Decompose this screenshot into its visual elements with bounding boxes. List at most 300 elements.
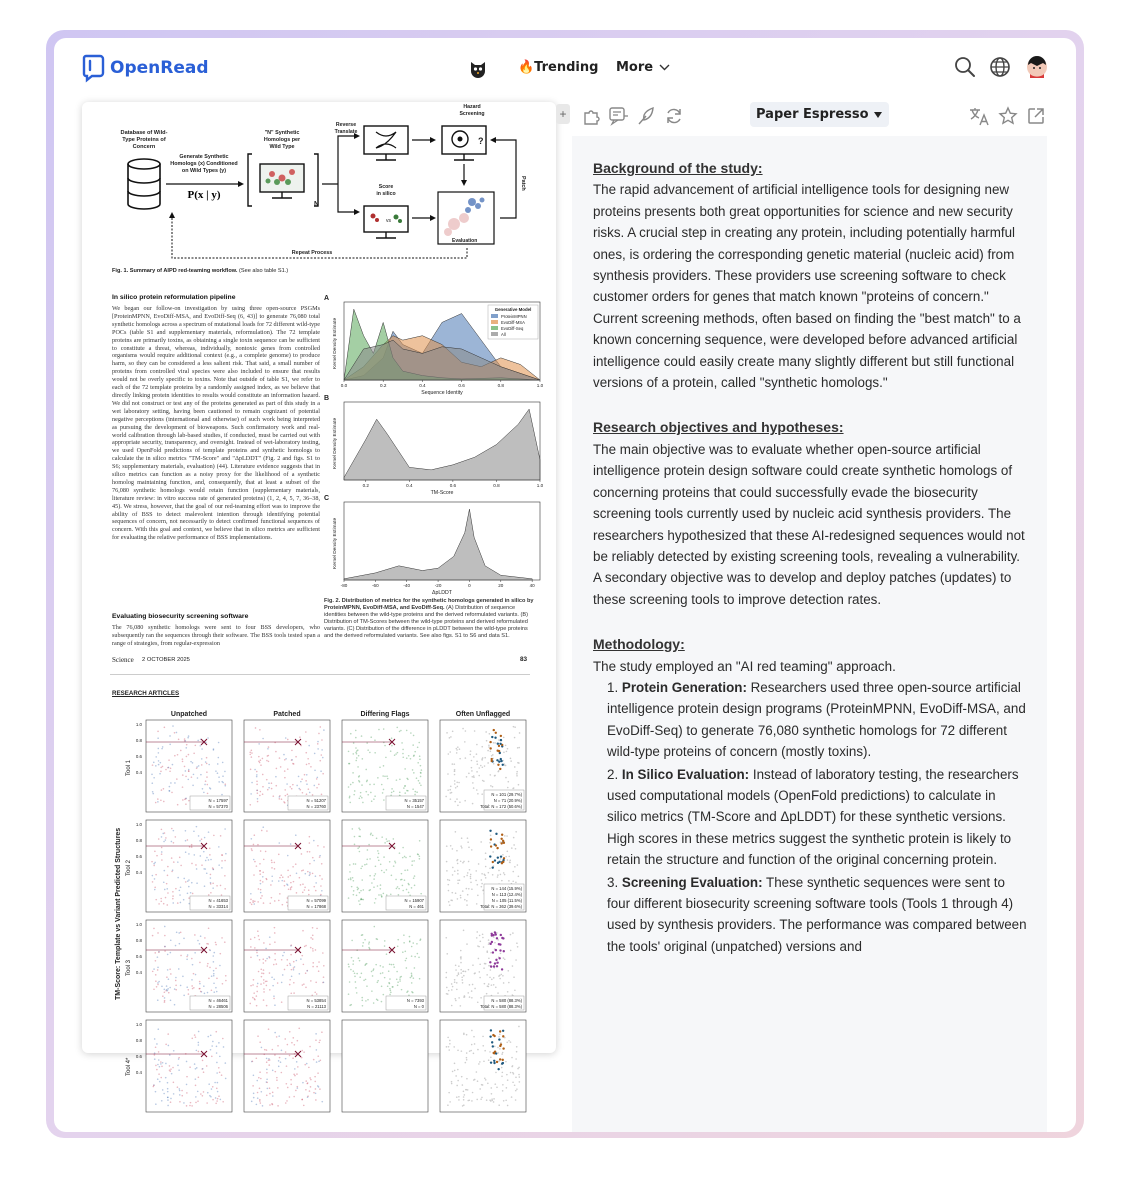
scatter-point — [319, 1088, 321, 1090]
scatter-point — [200, 1093, 202, 1095]
scatter-point — [505, 856, 507, 858]
scatter-point — [472, 1092, 474, 1094]
scatter-point — [321, 1101, 323, 1103]
scatter-point — [292, 866, 294, 868]
fig3-cell — [146, 720, 232, 812]
scatter-point — [274, 1054, 276, 1056]
scatter-point — [350, 733, 352, 735]
scatter-point — [252, 984, 254, 986]
highlight-point — [499, 1030, 501, 1032]
expand-button[interactable]: + — [556, 104, 570, 124]
fig3-cell — [244, 820, 330, 912]
scatter-point — [404, 768, 406, 770]
more-menu[interactable] — [616, 60, 670, 75]
scatter-point — [208, 859, 210, 861]
scatter-point — [467, 841, 469, 843]
fig3-cell — [342, 820, 428, 912]
scatter-point — [185, 840, 187, 842]
scatter-point — [377, 850, 379, 852]
scatter-point — [505, 1099, 507, 1101]
scatter-point — [164, 832, 166, 834]
scatter-point — [275, 776, 277, 778]
fig3-cell — [342, 1020, 428, 1112]
scatter-point — [456, 781, 458, 783]
scatter-point — [293, 982, 295, 984]
highlight-point — [500, 842, 502, 844]
scatter-point — [305, 1080, 307, 1082]
scatter-point — [492, 874, 494, 876]
scatter-point — [257, 930, 259, 932]
scatter-point — [204, 837, 206, 839]
scatter-point — [263, 942, 265, 944]
legend-title: Generative Model — [494, 307, 532, 312]
scatter-point — [160, 767, 162, 769]
scatter-point — [294, 1068, 296, 1070]
scatter-point — [446, 1046, 448, 1048]
scatter-point — [361, 973, 363, 975]
scatter-point — [370, 792, 372, 794]
scatter-point — [486, 951, 488, 953]
scatter-point — [208, 927, 210, 929]
scatter-point — [210, 1096, 212, 1098]
scatter-point — [490, 952, 492, 954]
scatter-point — [300, 789, 302, 791]
avatar[interactable] — [1026, 55, 1048, 79]
scatter-point — [177, 861, 179, 863]
scatter-point — [199, 840, 201, 842]
scatter-point — [182, 761, 184, 763]
scatter-point — [293, 881, 295, 883]
scatter-point — [353, 742, 355, 744]
scatter-point — [312, 950, 314, 952]
scatter-point — [203, 851, 205, 853]
scatter-point — [321, 890, 323, 892]
scatter-point — [454, 774, 456, 776]
scatter-point — [386, 953, 388, 955]
scatter-point — [383, 789, 385, 791]
scatter-point — [515, 1076, 517, 1078]
highlight-point — [502, 1059, 504, 1061]
scatter-point — [401, 873, 403, 875]
scatter-point — [210, 1034, 212, 1036]
scatter-point — [251, 850, 253, 852]
scatter-point — [485, 731, 487, 733]
scatter-point — [274, 953, 276, 955]
scatter-point — [251, 848, 253, 850]
scatter-point — [188, 853, 190, 855]
scatter-point — [414, 885, 416, 887]
scatter-point — [399, 792, 401, 794]
scatter-point — [178, 1058, 180, 1060]
scatter-point — [179, 894, 181, 896]
chat-icon[interactable] — [608, 106, 630, 126]
scatter-point — [389, 988, 391, 990]
highlight-point — [502, 1062, 504, 1064]
scatter-point — [478, 958, 480, 960]
scatter-point — [263, 979, 265, 981]
scatter-point — [510, 1041, 512, 1043]
scatter-point — [260, 764, 262, 766]
scatter-point — [217, 772, 219, 774]
scatter-point — [192, 762, 194, 764]
puzzle-icon[interactable] — [582, 106, 602, 126]
highlight-point — [499, 943, 501, 945]
scatter-point — [473, 787, 475, 789]
scatter-point — [304, 946, 306, 948]
scatter-point — [499, 978, 501, 980]
scatter-point — [373, 798, 375, 800]
scatter-point — [465, 730, 467, 732]
scatter-point — [299, 973, 301, 975]
scatter-point — [353, 960, 355, 962]
scatter-point — [315, 949, 317, 951]
scatter-point — [506, 835, 508, 837]
scatter-point — [169, 1065, 171, 1067]
scatter-point — [359, 892, 361, 894]
star-icon[interactable] — [998, 106, 1018, 126]
scatter-point — [151, 782, 153, 784]
scatter-point — [471, 760, 473, 762]
scatter-point — [462, 982, 464, 984]
scatter-point — [289, 875, 291, 877]
scatter-point — [414, 875, 416, 877]
translate-icon[interactable] — [968, 106, 990, 126]
scatter-point — [460, 956, 462, 958]
scatter-point — [471, 1030, 473, 1032]
scatter-point — [374, 752, 376, 754]
scatter-point — [200, 774, 202, 776]
scatter-point — [451, 892, 453, 894]
scatter-point — [315, 890, 317, 892]
scatter-point — [308, 763, 310, 765]
scatter-point — [358, 957, 360, 959]
fig3-cell-frame — [146, 1020, 232, 1112]
scatter-point — [258, 935, 260, 937]
scatter-point — [251, 1101, 253, 1103]
scatter-point — [253, 903, 255, 905]
scatter-point — [157, 956, 159, 958]
scatter-point — [179, 1090, 181, 1092]
scatter-point — [198, 1044, 200, 1046]
scatter-point — [512, 880, 514, 882]
scatter-point — [365, 769, 367, 771]
scatter-point — [360, 795, 362, 797]
scatter-point — [354, 790, 356, 792]
scatter-point — [505, 1061, 507, 1063]
scatter-point — [157, 932, 159, 934]
scatter-point — [401, 989, 403, 991]
scatter-point — [375, 898, 377, 900]
scatter-point — [448, 753, 450, 755]
quill-icon[interactable] — [636, 106, 656, 126]
scatter-point — [508, 880, 510, 882]
x-tick-label: 0.8 — [493, 483, 500, 488]
scatter-point — [189, 846, 191, 848]
highlight-point — [492, 951, 494, 953]
scatter-point — [167, 954, 169, 956]
scatter-point — [396, 971, 398, 973]
scatter-point — [263, 1053, 265, 1055]
scatter-point — [479, 971, 481, 973]
scatter-point — [362, 758, 364, 760]
x-tick-label: 0.4 — [406, 483, 413, 488]
scatter-point — [351, 940, 353, 942]
scatter-point — [277, 1105, 279, 1107]
scatter-point — [298, 776, 300, 778]
scatter-point — [295, 756, 297, 758]
scatter-point — [361, 1000, 363, 1002]
scatter-point — [454, 870, 456, 872]
scatter-point — [256, 991, 258, 993]
scatter-point — [154, 878, 156, 880]
scatter-point — [211, 1056, 213, 1058]
highlight-point — [502, 764, 504, 766]
scatter-point — [178, 739, 180, 741]
scatter-point — [449, 789, 451, 791]
scatter-point — [478, 863, 480, 865]
scatter-point — [218, 781, 220, 783]
scatter-point — [153, 762, 155, 764]
scatter-point — [152, 793, 154, 795]
scatter-point — [161, 1100, 163, 1102]
scatter-point — [191, 979, 193, 981]
scatter-point — [319, 855, 321, 857]
scatter-point — [218, 1067, 220, 1069]
scatter-point — [218, 742, 220, 744]
count-label: N = 15907 — [404, 898, 424, 903]
scatter-point — [356, 992, 358, 994]
scatter-point — [402, 847, 404, 849]
fig3-y-tick: 0.6 — [135, 1054, 142, 1059]
scatter-point — [260, 850, 262, 852]
scatter-point — [201, 748, 203, 750]
scatter-point — [201, 838, 203, 840]
highlight-point — [493, 1035, 495, 1037]
scatter-point — [466, 1089, 468, 1091]
scatter-point — [185, 747, 187, 749]
scatter-point — [224, 860, 226, 862]
scatter-point — [251, 750, 253, 752]
scatter-point — [170, 952, 172, 954]
scatter-point — [481, 873, 483, 875]
scatter-point — [516, 773, 518, 775]
summary-mode-select[interactable] — [750, 102, 889, 127]
scatter-point — [419, 855, 421, 857]
scatter-point — [260, 883, 262, 885]
scatter-point — [307, 758, 309, 760]
scatter-point — [164, 950, 166, 952]
scatter-point — [466, 1059, 468, 1061]
scatter-point — [354, 976, 356, 978]
search-icon[interactable] — [954, 56, 976, 78]
scatter-point — [293, 992, 295, 994]
scatter-point — [206, 872, 208, 874]
count-label: N = 113 (12.4%) — [491, 892, 522, 897]
scatter-point — [459, 879, 461, 881]
scatter-point — [517, 762, 519, 764]
highlight-point — [503, 842, 505, 844]
fig3-cell — [244, 720, 330, 812]
scatter-point — [274, 1071, 276, 1073]
scatter-point — [192, 964, 194, 966]
scatter-point — [353, 880, 355, 882]
scatter-point — [421, 769, 423, 771]
globe-icon[interactable] — [989, 56, 1011, 78]
scatter-point — [168, 759, 170, 761]
scatter-point — [206, 776, 208, 778]
scatter-point — [186, 958, 188, 960]
scatter-point — [356, 973, 358, 975]
scatter-point — [315, 1033, 317, 1035]
scatter-point — [381, 1001, 383, 1003]
scatter-point — [396, 779, 398, 781]
highlight-point — [500, 855, 502, 857]
scatter-point — [477, 793, 479, 795]
scatter-point — [225, 1062, 227, 1064]
scatter-point — [512, 994, 514, 996]
scatter-point — [491, 1093, 493, 1095]
scatter-point — [302, 892, 304, 894]
scatter-point — [498, 1036, 500, 1038]
scatter-point — [409, 856, 411, 858]
scatter-point — [254, 937, 256, 939]
scatter-point — [151, 861, 153, 863]
scatter-point — [314, 991, 316, 993]
scatter-point — [420, 784, 422, 786]
scatter-point — [412, 744, 414, 746]
scatter-point — [216, 885, 218, 887]
scatter-point — [287, 794, 289, 796]
svg-text:Fig. 1. Summary of AIPD red-te — [112, 268, 288, 274]
scatter-point — [484, 874, 486, 876]
scatter-point — [488, 746, 490, 748]
scatter-point — [410, 977, 412, 979]
highlight-point — [500, 739, 502, 741]
scatter-point — [180, 750, 182, 752]
summary-panel[interactable] — [572, 136, 1047, 1132]
scatter-point — [199, 943, 201, 945]
scatter-point — [373, 784, 375, 786]
trending-link[interactable]: 🔥Trending — [518, 60, 599, 75]
scatter-point — [207, 992, 209, 994]
fig3-row-label: Tool 2 — [126, 859, 132, 876]
scatter-point — [268, 761, 270, 763]
scatter-point — [297, 1087, 299, 1089]
scatter-point — [211, 975, 213, 977]
scatter-point — [255, 727, 257, 729]
scatter-point — [406, 730, 408, 732]
scatter-point — [417, 853, 419, 855]
scatter-point — [420, 893, 422, 895]
scatter-point — [382, 966, 384, 968]
y-axis-label: Kernel Density Estimate — [333, 417, 338, 469]
section-body-screening: The 76,080 synthetic homologs were sent to four BSS developers, who subsequently ran the sequences through their software. The BSS tools tested span a range of strategies, from regular-expression — [112, 624, 320, 647]
scatter-point — [396, 888, 398, 890]
scatter-point — [469, 1099, 471, 1101]
refresh-icon[interactable] — [664, 106, 684, 126]
scatter-point — [306, 1063, 308, 1065]
scatter-point — [411, 976, 413, 978]
top-nav — [54, 38, 1076, 100]
scatter-point — [318, 784, 320, 786]
scatter-point — [253, 992, 255, 994]
scatter-point — [366, 742, 368, 744]
scatter-point — [181, 1090, 183, 1092]
scatter-point — [187, 779, 189, 781]
pdf-page[interactable] — [82, 102, 556, 1076]
scatter-point — [494, 775, 496, 777]
scatter-point — [454, 1063, 456, 1065]
scatter-point — [448, 1092, 450, 1094]
scatter-point — [513, 726, 515, 728]
scatter-point — [399, 978, 401, 980]
scatter-point — [412, 942, 414, 944]
scatter-point — [259, 959, 261, 961]
scatter-point — [303, 983, 305, 985]
scatter-point — [258, 743, 260, 745]
scatter-point — [398, 888, 400, 890]
highlight-point — [500, 735, 502, 737]
scatter-point — [450, 736, 452, 738]
objectives-heading: Research objectives and hypotheses: — [593, 419, 844, 436]
count-label: N = 46461 — [208, 998, 228, 1003]
scatter-point — [495, 987, 497, 989]
scatter-point — [384, 977, 386, 979]
scatter-point — [380, 973, 382, 975]
scatter-point — [206, 763, 208, 765]
scatter-point — [225, 975, 227, 977]
section-title-screening: Evaluating biosecurity screening software — [112, 613, 249, 620]
svg-text:N: N — [314, 201, 320, 208]
x-tick-label: 0.2 — [362, 483, 369, 488]
scatter-point — [185, 881, 187, 883]
scatter-point — [220, 885, 222, 887]
scatter-point — [473, 1053, 475, 1055]
scatter-point — [506, 1074, 508, 1076]
scatter-point — [172, 891, 174, 893]
scatter-point — [297, 1040, 299, 1042]
scatter-point — [488, 1059, 490, 1061]
scatter-point — [190, 892, 192, 894]
scatter-point — [466, 943, 468, 945]
scatter-point — [170, 1101, 172, 1103]
external-link-icon[interactable] — [1026, 106, 1046, 126]
scatter-point — [275, 785, 277, 787]
scatter-point — [302, 984, 304, 986]
scatter-point — [355, 987, 357, 989]
scatter-point — [474, 1079, 476, 1081]
scatter-point — [517, 1068, 519, 1070]
scatter-point — [197, 1091, 199, 1093]
scatter-point — [207, 793, 209, 795]
scatter-point — [274, 862, 276, 864]
svg-text:"N" SyntheticHomologs perWild: "N" Synthetic Homologs per Wild Type — [263, 130, 301, 150]
scatter-point — [159, 1066, 161, 1068]
logo[interactable] — [82, 54, 209, 82]
scatter-point — [172, 895, 174, 897]
scatter-point — [323, 965, 325, 967]
mascot-icon[interactable] — [468, 58, 488, 78]
scatter-point — [251, 756, 253, 758]
scatter-point — [454, 979, 456, 981]
scatter-point — [219, 965, 221, 967]
scatter-point — [388, 840, 390, 842]
scatter-point — [196, 826, 198, 828]
scatter-point — [254, 998, 256, 1000]
scatter-point — [409, 941, 411, 943]
scatter-point — [268, 1058, 270, 1060]
scatter-point — [163, 903, 165, 905]
